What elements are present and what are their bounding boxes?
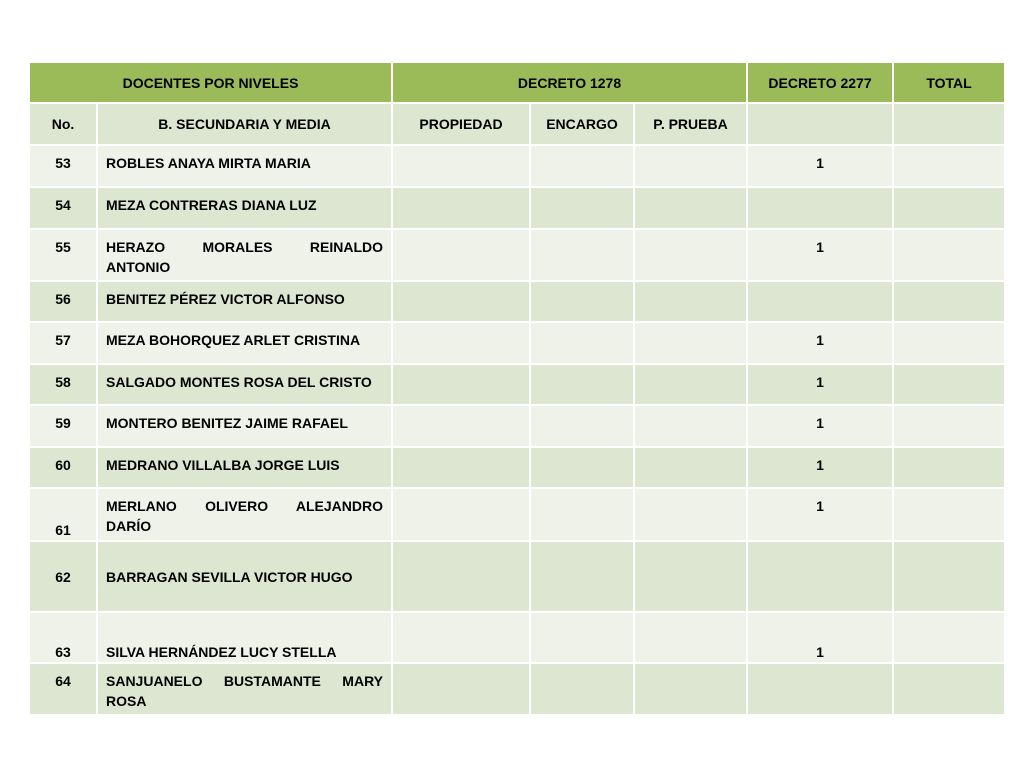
- encargo-cell: [530, 541, 634, 612]
- propiedad-cell: [392, 364, 530, 405]
- row-number: 58: [29, 364, 97, 405]
- propiedad-cell: [392, 612, 530, 663]
- decreto-2277-cell: 1: [747, 322, 893, 364]
- decreto-2277-cell: [747, 187, 893, 229]
- encargo-cell: [530, 405, 634, 447]
- row-number: 59: [29, 405, 97, 447]
- p-prueba-cell: [634, 364, 747, 405]
- propiedad-cell: [392, 663, 530, 715]
- header-row-top: [29, 62, 1005, 103]
- teacher-name: SILVA HERNÁNDEZ LUCY STELLA: [97, 612, 392, 663]
- teacher-name: MEDRANO VILLALBA JORGE LUIS: [97, 447, 392, 488]
- header-p-prueba: P. PRUEBA: [634, 103, 747, 145]
- total-cell: [893, 364, 1005, 405]
- total-cell: [893, 447, 1005, 488]
- table-row: [29, 405, 1005, 447]
- teacher-name: ROBLES ANAYA MIRTA MARIA: [97, 145, 392, 187]
- encargo-cell: [530, 663, 634, 715]
- total-cell: [893, 488, 1005, 541]
- p-prueba-cell: [634, 229, 747, 281]
- row-number: 56: [29, 281, 97, 322]
- encargo-cell: [530, 229, 634, 281]
- table-row: [29, 541, 1005, 612]
- propiedad-cell: [392, 405, 530, 447]
- row-number: 55: [29, 229, 97, 281]
- table-row: [29, 447, 1005, 488]
- header-encargo: ENCARGO: [530, 103, 634, 145]
- decreto-2277-cell: [747, 663, 893, 715]
- row-number: 60: [29, 447, 97, 488]
- table-row: [29, 488, 1005, 541]
- total-cell: [893, 187, 1005, 229]
- table-row: [29, 229, 1005, 281]
- total-cell: [893, 405, 1005, 447]
- encargo-cell: [530, 187, 634, 229]
- propiedad-cell: [392, 145, 530, 187]
- teacher-name: BARRAGAN SEVILLA VICTOR HUGO: [97, 541, 392, 612]
- encargo-cell: [530, 612, 634, 663]
- teacher-name: SANJUANELO BUSTAMANTE MARY ROSA: [97, 663, 392, 715]
- p-prueba-cell: [634, 447, 747, 488]
- header-docentes-por-niveles: DOCENTES POR NIVELES: [29, 62, 392, 103]
- table-row: [29, 187, 1005, 229]
- teacher-name: MEZA CONTRERAS DIANA LUZ: [97, 187, 392, 229]
- total-cell: [893, 281, 1005, 322]
- encargo-cell: [530, 281, 634, 322]
- propiedad-cell: [392, 229, 530, 281]
- total-cell: [893, 663, 1005, 715]
- propiedad-cell: [392, 447, 530, 488]
- encargo-cell: [530, 145, 634, 187]
- p-prueba-cell: [634, 405, 747, 447]
- decreto-2277-cell: 1: [747, 145, 893, 187]
- p-prueba-cell: [634, 145, 747, 187]
- table-row: [29, 145, 1005, 187]
- encargo-cell: [530, 364, 634, 405]
- total-cell: [893, 612, 1005, 663]
- decreto-2277-cell: 1: [747, 488, 893, 541]
- propiedad-cell: [392, 488, 530, 541]
- row-number: 64: [29, 663, 97, 715]
- total-cell: [893, 322, 1005, 364]
- encargo-cell: [530, 447, 634, 488]
- row-number: 53: [29, 145, 97, 187]
- table-row: [29, 322, 1005, 364]
- propiedad-cell: [392, 281, 530, 322]
- table-row: [29, 663, 1005, 715]
- decreto-2277-cell: 1: [747, 405, 893, 447]
- row-number: 63: [29, 612, 97, 663]
- header-decreto-1278: DECRETO 1278: [392, 62, 747, 103]
- teacher-name: MERLANO OLIVERO ALEJANDRO DARÍO: [97, 488, 392, 541]
- teacher-name: MONTERO BENITEZ JAIME RAFAEL: [97, 405, 392, 447]
- header-propiedad: PROPIEDAD: [392, 103, 530, 145]
- teacher-name: SALGADO MONTES ROSA DEL CRISTO: [97, 364, 392, 405]
- encargo-cell: [530, 322, 634, 364]
- table-row: [29, 281, 1005, 322]
- propiedad-cell: [392, 322, 530, 364]
- p-prueba-cell: [634, 488, 747, 541]
- decreto-2277-cell: 1: [747, 229, 893, 281]
- propiedad-cell: [392, 541, 530, 612]
- p-prueba-cell: [634, 187, 747, 229]
- header-empty-2277: [747, 103, 893, 145]
- header-empty-total: [893, 103, 1005, 145]
- decreto-2277-cell: 1: [747, 612, 893, 663]
- p-prueba-cell: [634, 663, 747, 715]
- teacher-name: HERAZO MORALES REINALDO ANTONIO: [97, 229, 392, 281]
- header-no: No.: [29, 103, 97, 145]
- teachers-table: [28, 61, 1006, 716]
- header-total: TOTAL: [893, 62, 1005, 103]
- total-cell: [893, 541, 1005, 612]
- encargo-cell: [530, 488, 634, 541]
- table-row: [29, 612, 1005, 663]
- teacher-name: BENITEZ PÉREZ VICTOR ALFONSO: [97, 281, 392, 322]
- decreto-2277-cell: 1: [747, 364, 893, 405]
- table-body: [29, 145, 1005, 715]
- header-decreto-2277: DECRETO 2277: [747, 62, 893, 103]
- total-cell: [893, 145, 1005, 187]
- row-number: 57: [29, 322, 97, 364]
- header-row-sub: [29, 103, 1005, 145]
- teacher-name: MEZA BOHORQUEZ ARLET CRISTINA: [97, 322, 392, 364]
- propiedad-cell: [392, 187, 530, 229]
- row-number: 54: [29, 187, 97, 229]
- p-prueba-cell: [634, 541, 747, 612]
- header-level: B. SECUNDARIA Y MEDIA: [97, 103, 392, 145]
- p-prueba-cell: [634, 612, 747, 663]
- p-prueba-cell: [634, 281, 747, 322]
- decreto-2277-cell: 1: [747, 447, 893, 488]
- decreto-2277-cell: [747, 281, 893, 322]
- row-number: 62: [29, 541, 97, 612]
- row-number: 61: [29, 488, 97, 541]
- decreto-2277-cell: [747, 541, 893, 612]
- p-prueba-cell: [634, 322, 747, 364]
- table-row: [29, 364, 1005, 405]
- total-cell: [893, 229, 1005, 281]
